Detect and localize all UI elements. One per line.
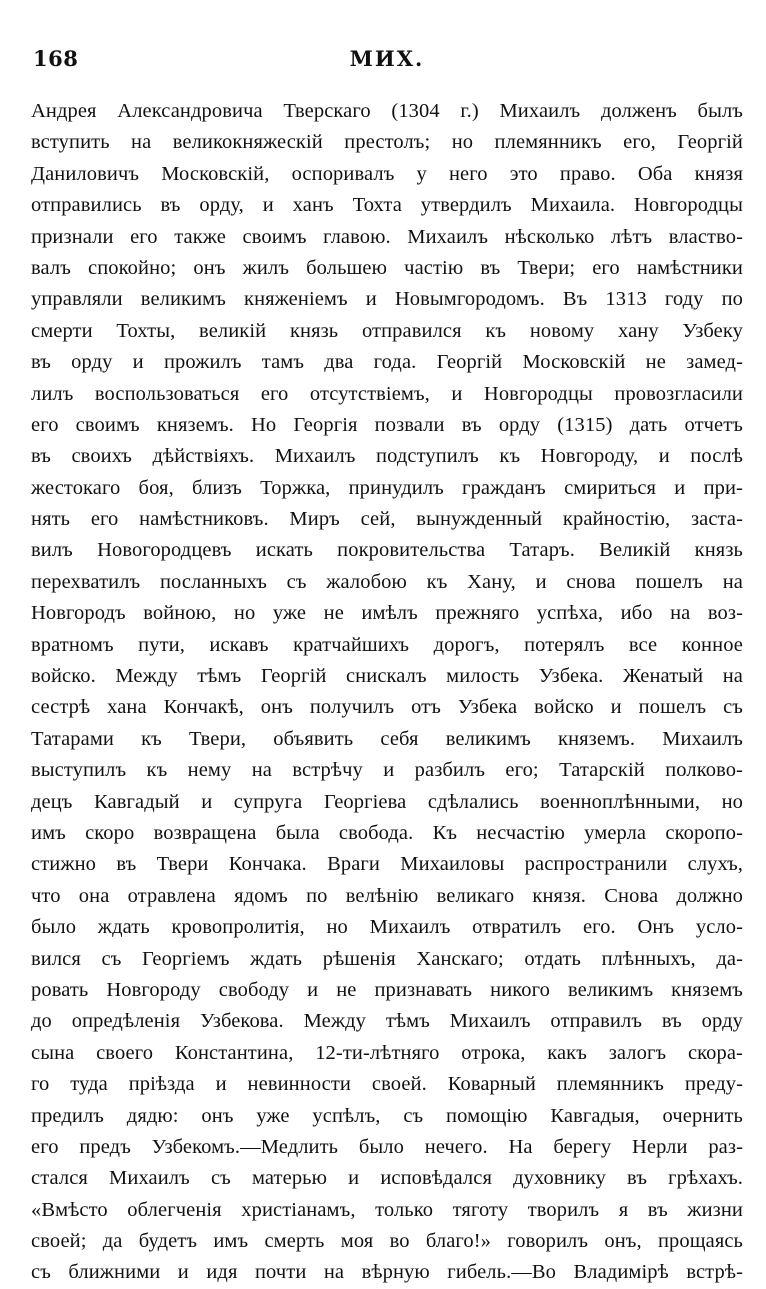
text-line: валъ спокойно; онъ жилъ большею частію въ Твери; его намѣстники [31,256,743,279]
text-line: ровать Новгороду свободу и не признавать никого великимъ княземъ [31,978,743,1001]
text-line: войско. Между тѣмъ Георгій снискалъ милость Узбека. Женатый на [31,665,743,688]
text-line: сестрѣ хана Кончакѣ, онъ получилъ отъ Узбека войско и пошелъ съ [31,696,743,719]
text-line: въ орду и прожилъ тамъ два года. Георгій Московскій не замед- [31,351,743,374]
text-line: жестокаго боя, близъ Торжка, принудилъ гражданъ смириться и при- [31,476,743,499]
text-line: признали его также своимъ главою. Михаилъ нѣсколько лѣтъ властво- [31,225,743,248]
text-line: управляли великимъ княженіемъ и Новымгородомъ. Въ 1313 году по [31,288,743,311]
text-line: сына своего Константина, 12-ти-лѣтняго отрока, какъ залогъ скора- [31,1041,743,1064]
text-line: было ждать кровопролитія, но Михаилъ отвратилъ его. Онъ усло- [31,916,743,939]
text-line: имъ скоро возвращена была свобода. Къ несчастію умерла скоропо- [31,821,743,844]
text-line: перехватилъ посланныхъ съ жалобою къ Хану, и снова пошелъ на [31,570,743,593]
page-number: 168 [33,46,79,71]
text-line: Новгородъ войною, но уже не имѣлъ прежняго успѣха, ибо на воз- [31,602,743,625]
text-line: Даниловичъ Московскій, оспоривалъ у него это право. Оба князя [31,162,743,185]
text-line: «Вмѣсто облегченія христіанамъ, только тяготу творилъ я въ жизни [31,1198,743,1221]
text-line: съ ближними и идя почти на вѣрную гибель.—Во Владимірѣ встрѣ- [31,1261,743,1284]
text-line: децъ Кавгадый и супруга Георгіева сдѣлались военноплѣнными, но [31,790,743,813]
text-line: Андрея Александровича Тверскаго (1304 г.) Михаилъ долженъ былъ [31,100,743,122]
text-line: его своимъ княземъ. Но Георгія позвали въ орду (1315) дать отчетъ [31,413,743,436]
text-line: вилъ Новогородцевъ искать покровительства Татаръ. Великій князь [31,539,743,562]
text-line: его предъ Узбекомъ.—Медлить было нечего. На берегу Нерли раз- [31,1135,743,1158]
text-line: смерти Тохты, великій князь отправился къ новому хану Узбеку [31,319,743,342]
text-line: вступить на великокняжескій престолъ; но племянникъ его, Георгій [31,131,743,154]
page-header [31,46,743,76]
text-line: лилъ воспользоваться его отсутствіемъ, и Новгородцы провозгласили [31,382,743,405]
text-line: вратномъ пути, искавъ кратчайшихъ дорогъ, потерялъ все конное [31,633,743,656]
text-line: своей; да будетъ имъ смерть моя во благо!» говорилъ онъ, прощаясь [31,1230,743,1253]
text-line: стижно въ Твери Кончака. Враги Михаиловы распространили слухъ, [31,853,743,876]
text-line: предилъ дядю: онъ уже успѣлъ, съ помощію Кавгадыя, очернить [31,1104,743,1127]
text-line: что она отравлена ядомъ по велѣнію великаго князя. Снова должно [31,884,743,907]
text-line: стался Михаилъ съ матерью и исповѣдался духовнику въ грѣхахъ. [31,1167,743,1190]
text-line: выступилъ къ нему на встрѣчу и разбилъ его; Татарскій полково- [31,759,743,782]
text-line: вился съ Георгіемъ ждать рѣшенія Ханскаго; отдать плѣнныхъ, да- [31,947,743,970]
text-line: го туда пріѣзда и невинности своей. Коварный племянникъ преду- [31,1073,743,1096]
text-line: отправились въ орду, и ханъ Тохта утвердилъ Михаила. Новгородцы [31,194,743,217]
book-page [31,0,743,1284]
text-line: нять его намѣстниковъ. Миръ сей, вынужденный крайностію, заста- [31,508,743,531]
text-line: въ своихъ дѣйствіяхъ. Михаилъ подступилъ къ Новгороду, и послѣ [31,445,743,468]
body-text [31,96,743,1289]
text-line: Татарами къ Твери, объявить себя великимъ княземъ. Михаилъ [31,727,743,750]
running-head: МИХ. [349,46,425,71]
text-line: до опредѣленія Узбекова. Между тѣмъ Михаилъ отправилъ въ орду [31,1010,743,1033]
